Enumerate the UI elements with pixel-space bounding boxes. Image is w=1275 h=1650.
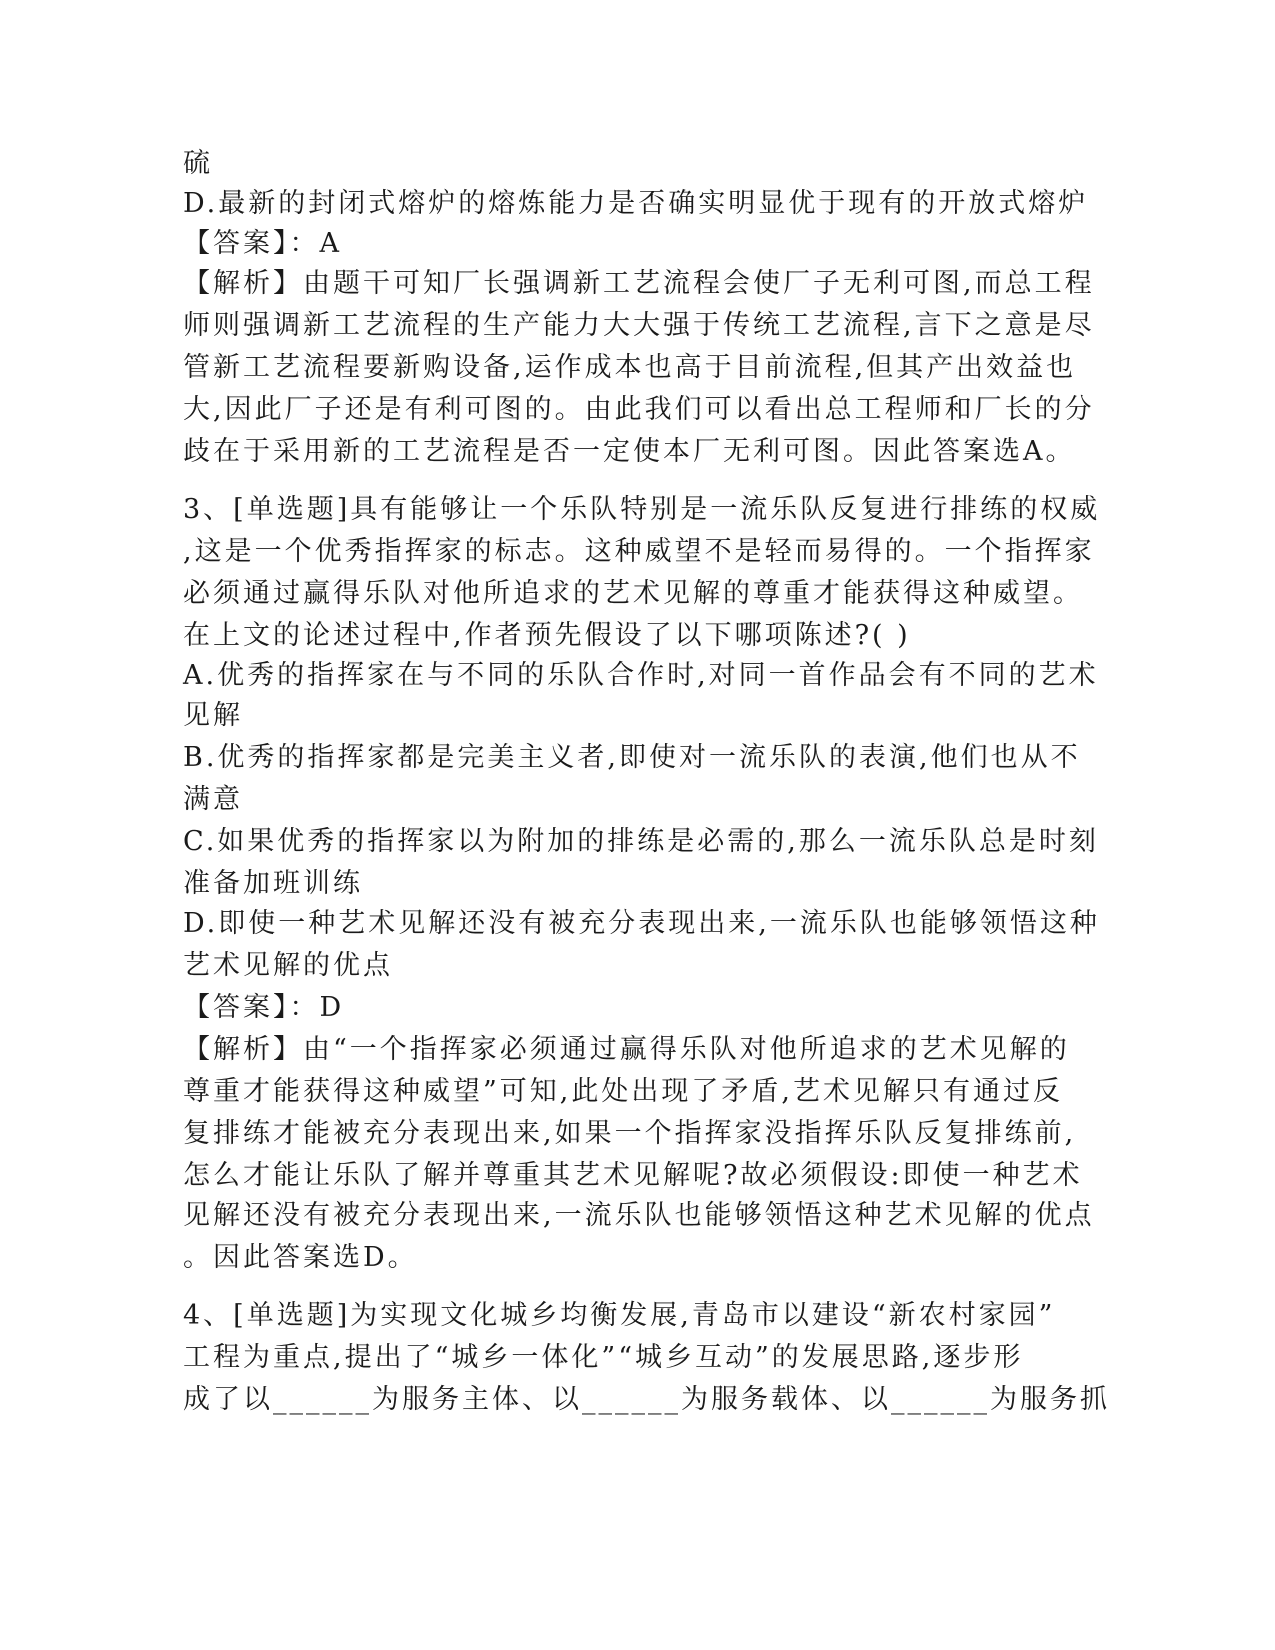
answer-line: 【答案】：A [183, 228, 342, 259]
option-d-line: 艺术见解的优点 [183, 950, 393, 981]
analysis-line: 大,因此厂子还是有利可图的。由此我们可以看出总工程师和厂长的分 [183, 394, 1095, 425]
analysis-line: 怎么才能让乐队了解并尊重其艺术见解呢?故必须假设:即使一种艺术 [183, 1160, 1083, 1191]
option-c-line: C.如果优秀的指挥家以为附加的排练是必需的,那么一流乐队总是时刻 [183, 826, 1099, 857]
question-line: 4、[单选题]为实现文化城乡均衡发展,青岛市以建设“新农村家园” [183, 1300, 1056, 1331]
text-line: 硫 [183, 148, 213, 179]
analysis-line: 【解析】由“一个指挥家必须通过赢得乐队对他所追求的艺术见解的 [183, 1034, 1070, 1065]
option-b-line: 满意 [183, 784, 243, 815]
analysis-line: 见解还没有被充分表现出来,一流乐队也能够领悟这种艺术见解的优点 [183, 1200, 1095, 1231]
option-c-line: 准备加班训练 [183, 868, 363, 899]
analysis-line: 复排练才能被充分表现出来,如果一个指挥家没指挥乐队反复排练前, [183, 1118, 1077, 1149]
question-line: 在上文的论述过程中,作者预先假设了以下哪项陈述?( ) [183, 620, 911, 651]
question-line: 成了以______为服务主体、以______为服务载体、以______为服务抓 [183, 1384, 1110, 1415]
question-line: 必须通过赢得乐队对他所追求的艺术见解的尊重才能获得这种威望。 [183, 578, 1083, 609]
analysis-line: 歧在于采用新的工艺流程是否一定使本厂无利可图。因此答案选A。 [183, 436, 1076, 467]
question-line: ,这是一个优秀指挥家的标志。这种威望不是轻而易得的。一个指挥家 [183, 536, 1095, 567]
option-a-line: A.优秀的指挥家在与不同的乐队合作时,对同一首作品会有不同的艺术 [183, 660, 1099, 691]
analysis-line: 。因此答案选D。 [183, 1242, 418, 1273]
question-line: 3、[单选题]具有能够让一个乐队特别是一流乐队反复进行排练的权威 [183, 494, 1101, 525]
option-d-line: D.最新的封闭式熔炉的熔炼能力是否确实明显优于现有的开放式熔炉 [183, 188, 1089, 219]
option-a-line: 见解 [183, 700, 243, 731]
analysis-line: 【解析】由题干可知厂长强调新工艺流程会使厂子无利可图,而总工程 [183, 268, 1095, 299]
option-b-line: B.优秀的指挥家都是完美主义者,即使对一流乐队的表演,他们也从不 [183, 742, 1081, 773]
analysis-line: 管新工艺流程要新购设备,运作成本也高于目前流程,但其产出效益也 [183, 352, 1077, 383]
answer-line: 【答案】：D [183, 992, 345, 1023]
option-d-line: D.即使一种艺术见解还没有被充分表现出来,一流乐队也能够领悟这种 [183, 908, 1100, 939]
question-line: 工程为重点,提出了“城乡一体化”“城乡互动”的发展思路,逐步形 [183, 1342, 1024, 1373]
analysis-line: 师则强调新工艺流程的生产能力大大强于传统工艺流程,言下之意是尽 [183, 310, 1095, 341]
analysis-line: 尊重才能获得这种威望”可知,此处出现了矛盾,艺术见解只有通过反 [183, 1076, 1063, 1107]
